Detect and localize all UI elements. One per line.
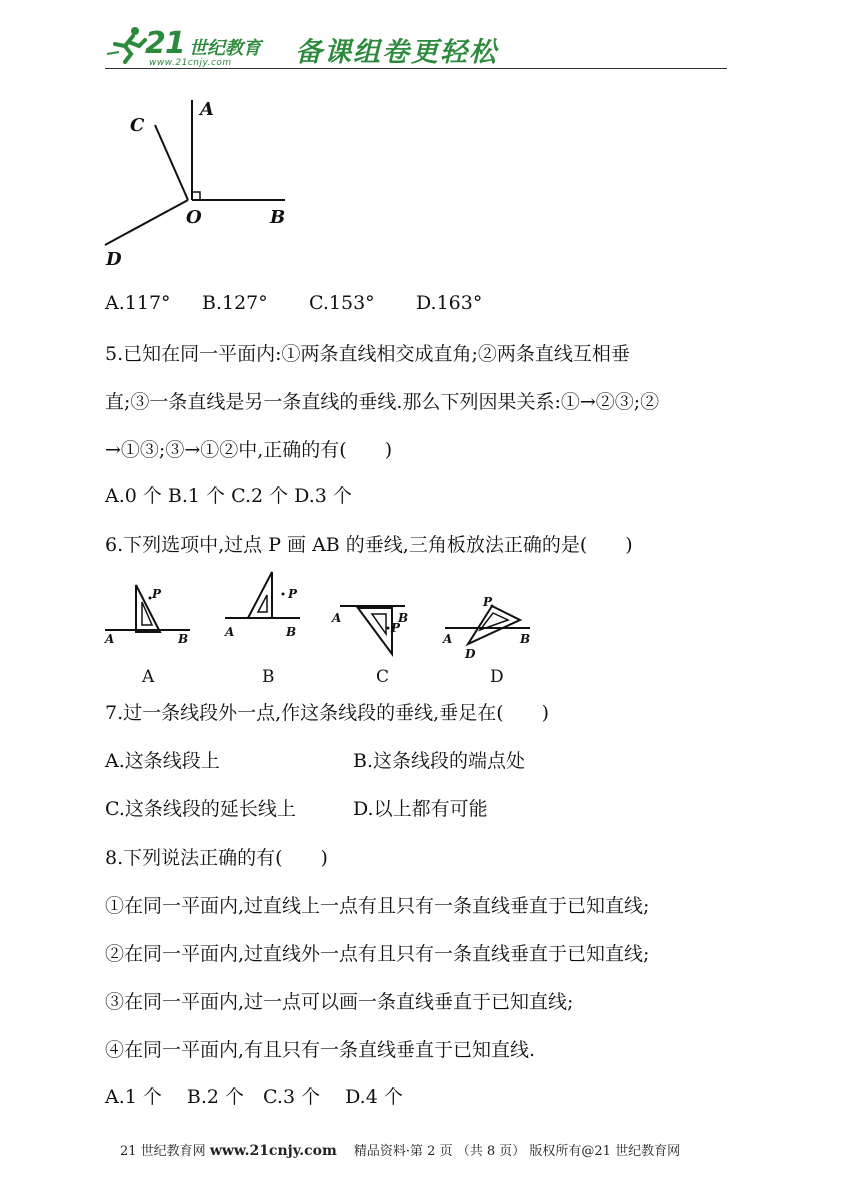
fig-d-label-a: A (443, 632, 453, 646)
triangle-fig-a (104, 585, 190, 687)
q4-option-d: D.163° (416, 292, 483, 314)
triangle-fig-c (331, 606, 408, 687)
fig-d-label-d: D (465, 647, 476, 661)
q8-options: A.1 个 B.2 个 C.3 个 D.4 个 (105, 1086, 403, 1108)
fig-b-label-a: A (225, 625, 235, 639)
q8-statement-4: ④在同一平面内,有且只有一条直线垂直于已知直线. (105, 1039, 536, 1061)
fig-d-label-p: P (483, 595, 493, 609)
fig-a-label-a: A (105, 632, 115, 646)
header-divider (105, 68, 727, 69)
label-a: A (200, 99, 214, 120)
ray-oc (155, 125, 188, 200)
q4-option-c: C.153° (309, 292, 375, 314)
page-header (105, 22, 727, 70)
label-c: C (130, 115, 145, 136)
q8-statement-1: ①在同一平面内,过直线上一点有且只有一条直线垂直于已知直线; (105, 895, 650, 917)
triangle-fig-b (224, 572, 300, 687)
q8-stem: 8.下列说法正确的有( ) (105, 847, 328, 869)
fig-a-label-p: P (152, 587, 162, 601)
footer-rest: 精品资料·第 2 页 （共 8 页） 版权所有@21 世纪教育网 (340, 1144, 681, 1159)
right-angle-mark (192, 192, 200, 200)
q7-option-d: D.以上都有可能 (353, 798, 488, 820)
label-d: D (106, 249, 122, 270)
logo-url: www.21cnjy.com (149, 58, 232, 68)
fig-a-label-b: B (178, 632, 189, 646)
caption-d: D (490, 667, 504, 687)
q7-stem: 7.过一条线段外一点,作这条线段的垂线,垂足在( ) (105, 702, 550, 724)
fig-b-label-b: B (286, 625, 297, 639)
fig-c-label-p: P (391, 621, 401, 635)
angle-figure (100, 95, 300, 270)
triangle-figures (100, 570, 540, 690)
fig-c-label-b: B (398, 611, 409, 625)
fig-c-label-a: A (332, 611, 342, 625)
footer-url[interactable]: www.21cnjy.com (209, 1143, 337, 1159)
q5-options: A.0 个 B.1 个 C.2 个 D.3 个 (105, 485, 352, 507)
fig-d-label-b: B (520, 632, 531, 646)
q4-option-b: B.127° (202, 292, 268, 314)
q5-line-1: 5.已知在同一平面内:①两条直线相交成直角;②两条直线互相垂 (105, 343, 630, 365)
logo-text: 世纪教育 (189, 38, 261, 59)
label-o: O (186, 207, 202, 228)
q7-option-c: C.这条线段的延长线上 (105, 798, 296, 820)
header-slogan: 备课组卷更轻松 (295, 37, 498, 68)
logo-number: 21 (145, 26, 185, 61)
q5-line-3: →①③;③→①②中,正确的有( ) (105, 439, 393, 461)
q8-statement-2: ②在同一平面内,过直线外一点有且只有一条直线垂直于已知直线; (105, 943, 650, 965)
q7-option-b: B.这条线段的端点处 (353, 750, 526, 772)
ray-od (105, 200, 188, 245)
footer-site: 21 世纪教育网 (120, 1144, 206, 1159)
triangle-fig-d (442, 595, 530, 687)
q4-option-a: A.117° (105, 292, 171, 314)
caption-c: C (376, 667, 390, 687)
caption-a: A (142, 667, 155, 687)
fig-b-label-p: P (288, 587, 298, 601)
q7-option-a: A.这条线段上 (105, 750, 220, 772)
q6-stem: 6.下列选项中,过点 P 画 AB 的垂线,三角板放法正确的是( ) (105, 534, 633, 556)
q8-statement-3: ③在同一平面内,过一点可以画一条直线垂直于已知直线; (105, 991, 574, 1013)
caption-b: B (262, 667, 275, 687)
label-b: B (270, 207, 286, 228)
q5-line-2: 直;③一条直线是另一条直线的垂线.那么下列因果关系:①→②③;② (105, 391, 660, 413)
page-footer (120, 1140, 680, 1159)
